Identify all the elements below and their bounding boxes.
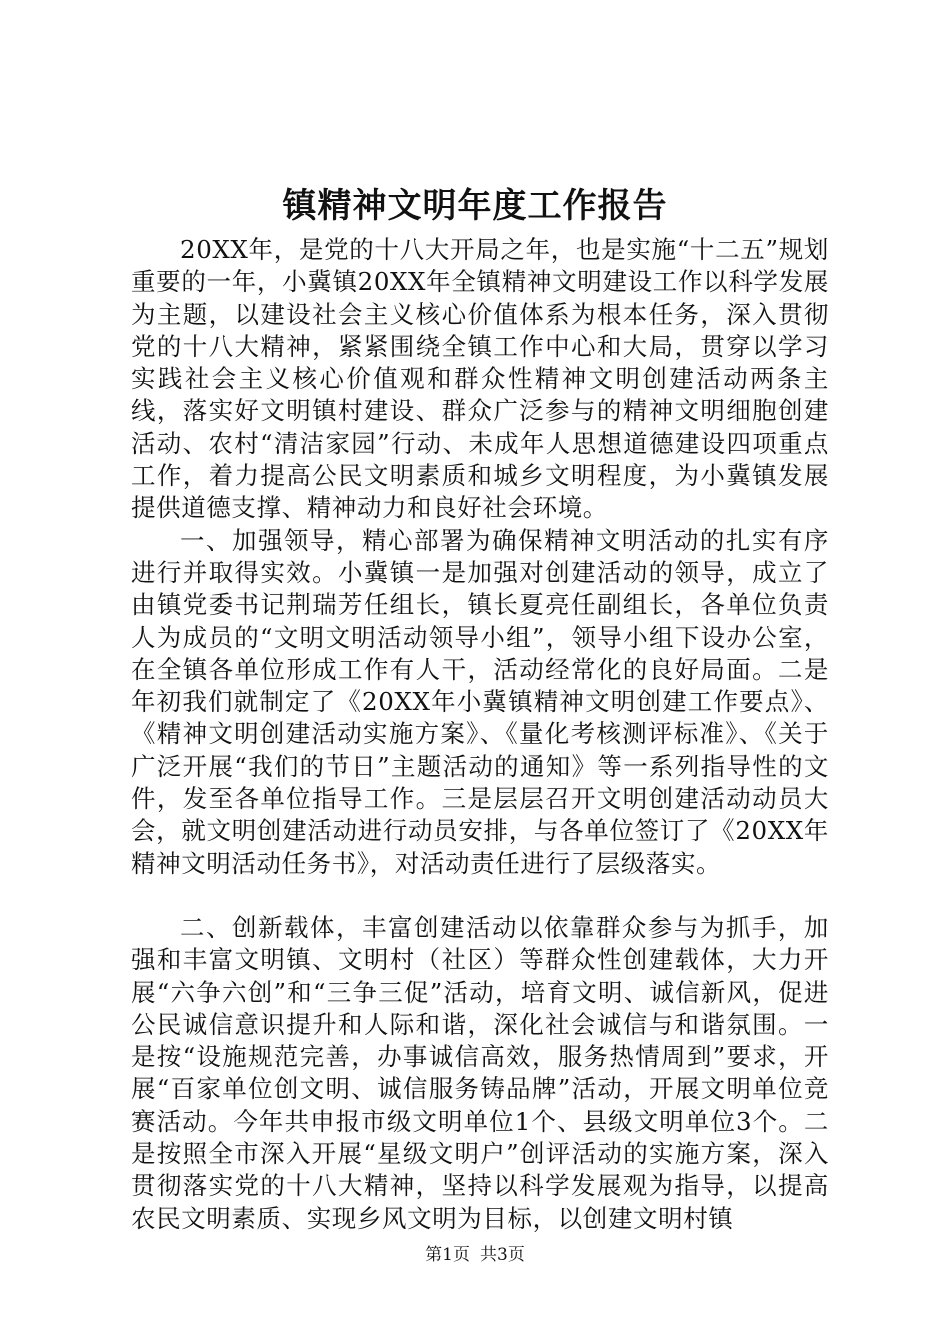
paragraph-spacer xyxy=(131,880,829,912)
paragraph-section-2: 二、创新载体，丰富创建活动以依靠群众参与为抓手，加强和丰富文明镇、文明村（社区）等群众性创建载体，大力开展“六争六创”和“三争三促”活动，培育文明、诚信新风，促进公民诚信意识提升和人际和谐，深化社会诚信与和谐氛围。一是按“设施规范完善，办事诚信高效，服务热情周到”要求，开展“百家单位创文明、诚信服务铸品牌”活动，开展文明单位竞赛活动。今年共申报市级文明单位1个、县级文明单位3个。二是按照全市深入开展“星级文明户”创评活动的实施方案，深入贯彻落实党的十八大精神，坚持以科学发展观为指导，以提高农民文明素质、实现乡风文明为目标，以创建文明村镇 xyxy=(131,912,829,1233)
document-title: 镇精神文明年度工作报告 xyxy=(282,186,668,226)
page-number: 第1页 xyxy=(425,1245,470,1265)
paragraph-intro: 20XX年，是党的十八大开局之年，也是实施“十二五”规划重要的一年，小冀镇20XX年全镇精神文明建设工作以科学发展为主题，以建设社会主义核心价值体系为根本任务，深入贯彻党的十八大精神，紧紧围绕全镇工作中心和大局，贯穿以学习实践社会主义核心价值观和群众性精神文明创建活动两条主线，落实好文明镇村建设、群众广泛参与的精神文明细胞创建活动、农村“清洁家园”行动、未成年人思想道德建设四项重点工作，着力提高公民文明素质和城乡文明程度，为小冀镇发展提供道德支撑、精神动力和良好社会环境。 xyxy=(131,235,829,523)
document-body xyxy=(131,234,829,1235)
paragraph-section-1: 一、加强领导，精心部署为确保精神文明活动的扎实有序进行并取得实效。小冀镇一是加强对创建活动的领导，成立了由镇党委书记荆瑞芳任组长，镇长夏亮任副组长，各单位负责人为成员的“文明文明活动领导小组”，领导小组下设办公室，在全镇各单位形成工作有人干，活动经常化的良好局面。二是年初我们就制定了《20XX年小冀镇精神文明创建工作要点》、《精神文明创建活动实施方案》、《量化考核测评标准》、《关于广泛开展“我们的节日”主题活动的通知》等一系列指导性的文件，发至各单位指导工作。三是层层召开文明创建活动动员大会，就文明创建活动进行动员安排，与各单位签订了《20XX年精神文明活动任务书》，对活动责任进行了层级落实。 xyxy=(131,525,829,878)
page-footer xyxy=(0,1243,950,1267)
page-total: 共3页 xyxy=(480,1245,525,1265)
